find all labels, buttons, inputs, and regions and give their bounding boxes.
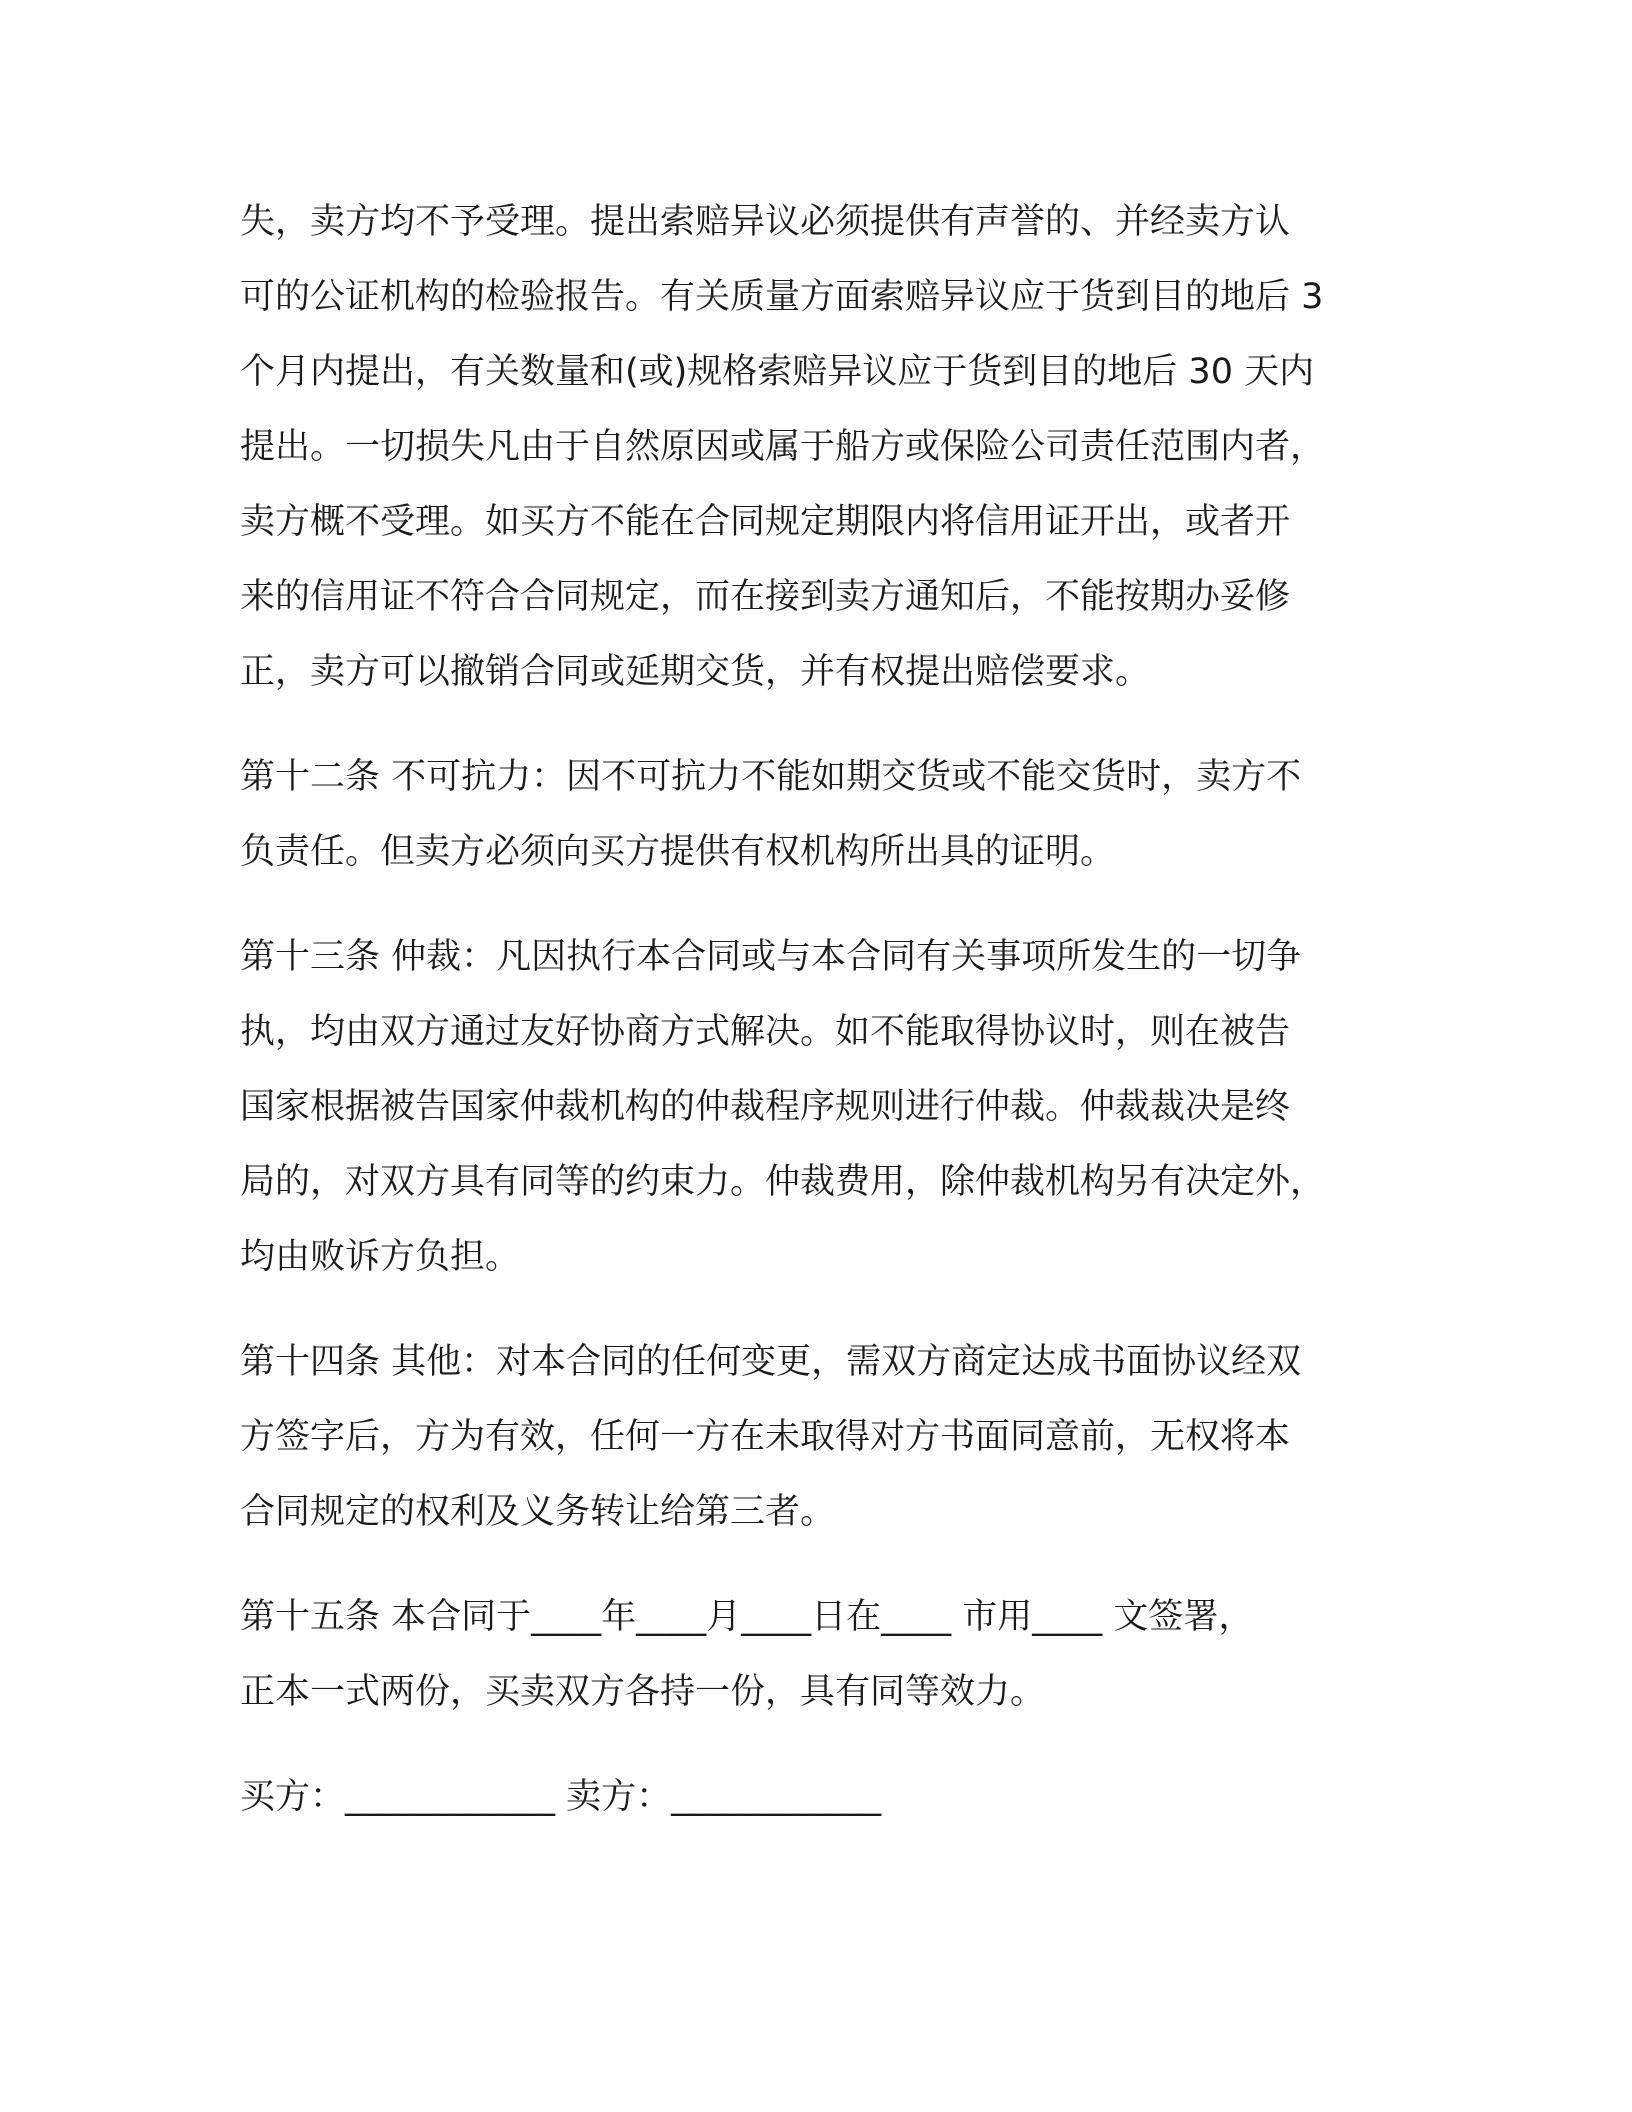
paragraph-article-15	[240, 1580, 1400, 1730]
paragraph-spacer	[240, 1550, 1400, 1580]
paragraph-spacer	[240, 1730, 1400, 1760]
text-line: 国家根据被告国家仲裁机构的仲裁程序规则进行仲裁。仲裁裁决是终	[240, 1087, 1291, 1127]
text-line: 合同规定的权利及义务转让给第三者。	[240, 1492, 836, 1532]
paragraph-claims-continuation	[240, 185, 1400, 710]
text-line: 可的公证机构的检验报告。有关质量方面索赔异议应于货到目的地后 3	[240, 277, 1324, 317]
text-line: 第十三条 仲裁：凡因执行本合同或与本合同有关事项所发生的一切争	[240, 937, 1302, 977]
text-line: 均由败诉方负担。	[240, 1237, 521, 1277]
text-line: 第十二条 不可抗力：因不可抗力不能如期交货或不能交货时，卖方不	[240, 757, 1302, 797]
text-line: 来的信用证不符合合同规定，而在接到卖方通知后，不能按期办妥修	[240, 577, 1291, 617]
text-line: 第十五条 本合同于____年____月____日在____ 市用____ 文签署，	[240, 1597, 1254, 1637]
paragraph-spacer	[240, 890, 1400, 920]
text-line: 失，卖方均不予受理。提出索赔异议必须提供有声誉的、并经卖方认	[240, 202, 1291, 242]
text-line: 正，卖方可以撤销合同或延期交货，并有权提出赔偿要求。	[240, 652, 1151, 692]
signature-line: 买方：____________ 卖方：____________	[240, 1777, 882, 1817]
text-line: 负责任。但卖方必须向买方提供有权机构所出具的证明。	[240, 832, 1116, 872]
signature-block	[240, 1760, 1400, 1835]
paragraph-spacer	[240, 1295, 1400, 1325]
document-page	[240, 185, 1400, 1835]
text-line: 正本一式两份，买卖双方各持一份，具有同等效力。	[240, 1672, 1046, 1712]
text-line: 方签字后，方为有效，任何一方在未取得对方书面同意前，无权将本	[240, 1417, 1291, 1457]
text-line: 执，均由双方通过友好协商方式解决。如不能取得协议时，则在被告	[240, 1012, 1291, 1052]
paragraph-article-14	[240, 1325, 1400, 1550]
paragraph-article-12	[240, 740, 1400, 890]
text-line: 提出。一切损失凡由于自然原因或属于船方或保险公司责任范围内者，	[240, 427, 1326, 467]
text-line: 第十四条 其他：对本合同的任何变更，需双方商定达成书面协议经双	[240, 1342, 1302, 1382]
text-line: 卖方概不受理。如买方不能在合同规定期限内将信用证开出，或者开	[240, 502, 1291, 542]
paragraph-article-13	[240, 920, 1400, 1295]
text-line: 局的，对双方具有同等的约束力。仲裁费用，除仲裁机构另有决定外，	[240, 1162, 1326, 1202]
text-line: 个月内提出，有关数量和(或)规格索赔异议应于货到目的地后 30 天内	[240, 352, 1315, 392]
paragraph-spacer	[240, 710, 1400, 740]
